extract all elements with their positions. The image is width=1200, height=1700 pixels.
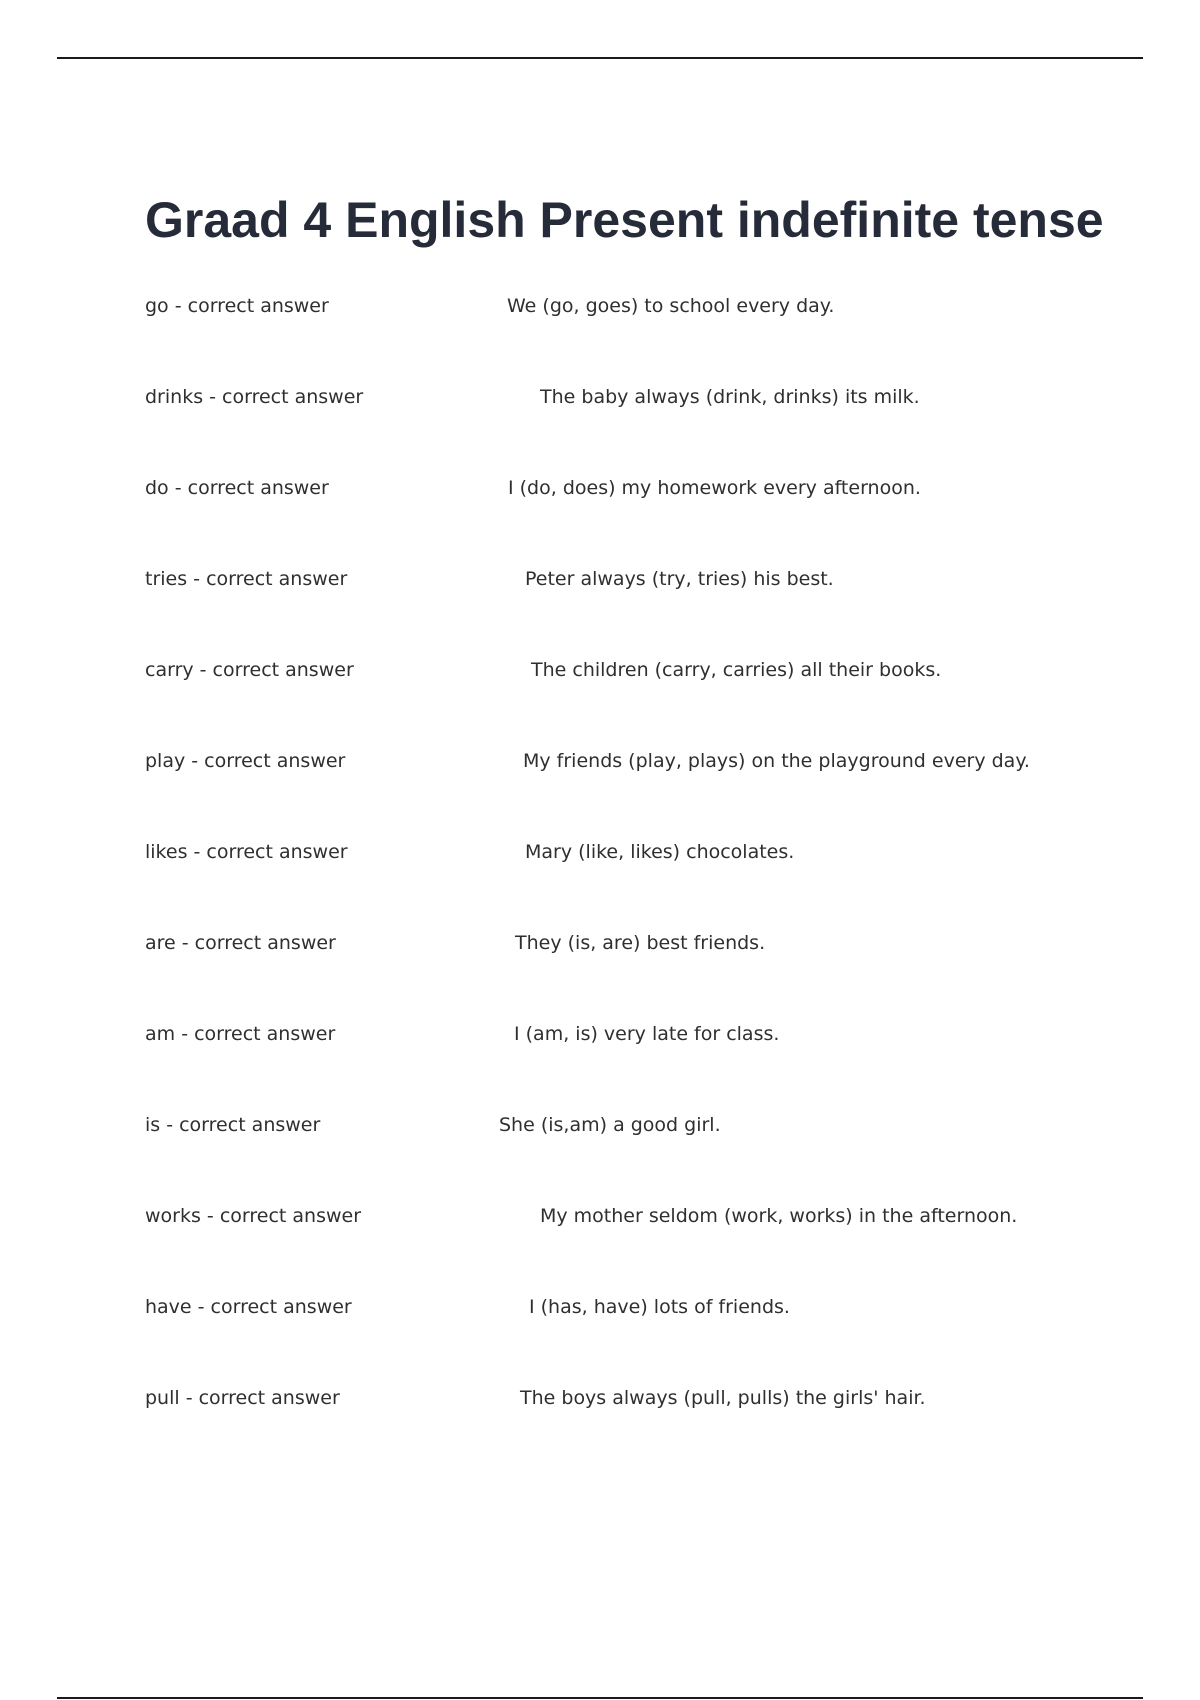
question-text: The children (carry, carries) all their books. (531, 659, 942, 681)
qa-row (0, 473, 1200, 503)
qa-row (0, 382, 1200, 412)
qa-row (0, 928, 1200, 958)
answer-text: pull - correct answer (145, 1387, 340, 1409)
answer-text: have - correct answer (145, 1296, 352, 1318)
answer-text: play - correct answer (145, 750, 346, 772)
qa-row (0, 564, 1200, 594)
question-text: The baby always (drink, drinks) its milk. (540, 386, 920, 408)
answer-text: is - correct answer (145, 1114, 321, 1136)
answer-text: tries - correct answer (145, 568, 348, 590)
answer-text: am - correct answer (145, 1023, 336, 1045)
document-title: Graad 4 English Present indefinite tense (145, 192, 1104, 248)
question-text: My mother seldom (work, works) in the afternoon. (540, 1205, 1018, 1227)
answer-text: do - correct answer (145, 477, 329, 499)
question-text: We (go, goes) to school every day. (507, 295, 835, 317)
bottom-divider (57, 1697, 1143, 1699)
question-text: I (am, is) very late for class. (514, 1023, 780, 1045)
qa-row (0, 837, 1200, 867)
answer-text: drinks - correct answer (145, 386, 364, 408)
question-text: They (is, are) best friends. (515, 932, 766, 954)
answer-text: carry - correct answer (145, 659, 354, 681)
qa-row (0, 1110, 1200, 1140)
answer-text: likes - correct answer (145, 841, 348, 863)
question-text: Peter always (try, tries) his best. (525, 568, 834, 590)
qa-row (0, 746, 1200, 776)
question-text: My friends (play, plays) on the playground every day. (523, 750, 1030, 772)
answer-text: are - correct answer (145, 932, 336, 954)
question-text: I (has, have) lots of friends. (529, 1296, 790, 1318)
qa-row (0, 1201, 1200, 1231)
qa-row (0, 1383, 1200, 1413)
qa-row (0, 1292, 1200, 1322)
question-text: Mary (like, likes) chocolates. (525, 841, 795, 863)
qa-row (0, 655, 1200, 685)
question-text: The boys always (pull, pulls) the girls' hair. (520, 1387, 926, 1409)
question-text: I (do, does) my homework every afternoon. (508, 477, 921, 499)
answer-text: go - correct answer (145, 295, 329, 317)
question-text: She (is,am) a good girl. (499, 1114, 721, 1136)
qa-row (0, 1019, 1200, 1049)
qa-row (0, 291, 1200, 321)
answer-text: works - correct answer (145, 1205, 362, 1227)
